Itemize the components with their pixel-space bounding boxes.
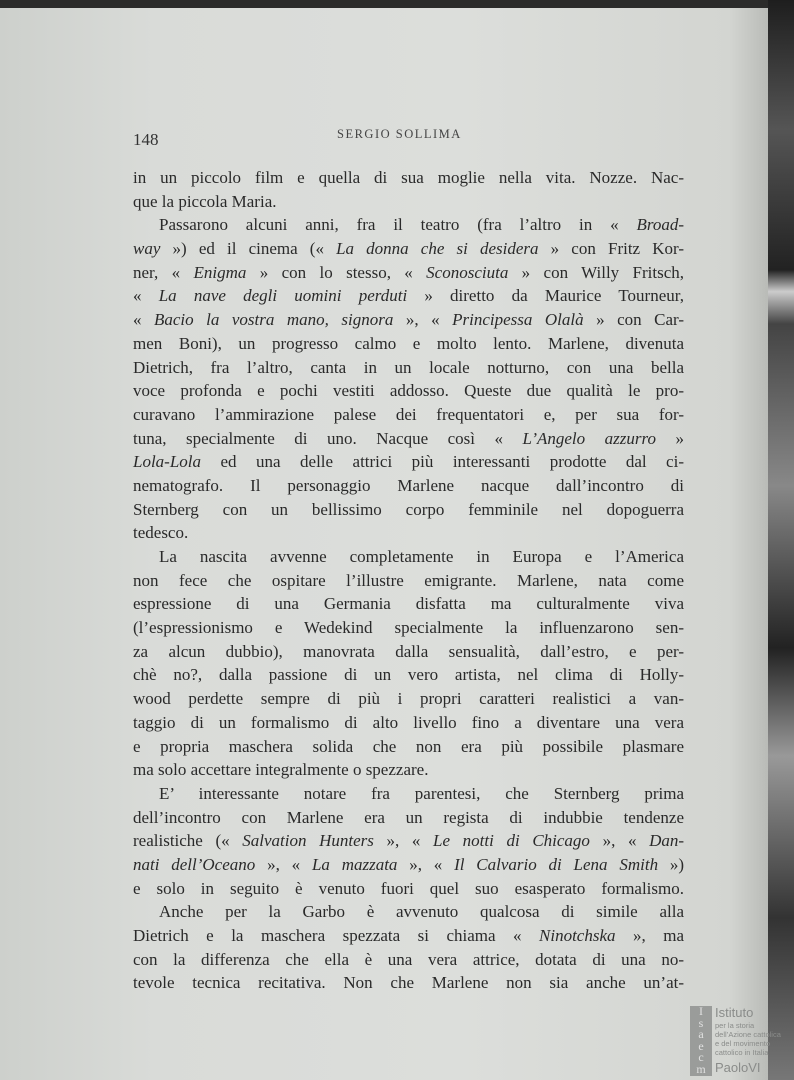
text-run: », « <box>255 854 312 874</box>
text-line <box>133 450 684 474</box>
italic-title: Salvation Hunters <box>242 831 374 851</box>
logo-monogram: I s a e c m <box>690 1006 712 1076</box>
italic-title: Il Calvario di Lena Smith <box>454 854 659 874</box>
text-run: « <box>133 310 154 330</box>
text-run: », « <box>397 854 455 874</box>
italic-title: La nave degli uomini perduti <box>158 286 408 306</box>
text-run: non fece che ospitare l’illustre emigrante. Marlene, nata come <box>133 570 684 590</box>
italic-title: Lola-Lola <box>133 452 202 472</box>
text-line <box>133 498 684 522</box>
text-run: voce profonda e pochi vestiti addosso. Queste due qualità le pro- <box>133 381 684 401</box>
adjacent-page-photos <box>768 0 794 1080</box>
italic-title: Ninotchska <box>539 926 616 945</box>
italic-title: way <box>133 239 161 259</box>
text-line <box>133 237 684 261</box>
text-run: » con Car- <box>583 310 685 330</box>
text-run: e solo in seguito è venuto fuori quel suo esasperato formalismo. <box>133 878 684 898</box>
text-line <box>133 569 684 593</box>
text-run: realistiche (« <box>133 831 243 851</box>
italic-title: La mazzata <box>311 854 398 874</box>
body-text <box>133 166 684 995</box>
text-line <box>133 924 684 948</box>
text-line <box>133 308 684 332</box>
text-run: za alcun dubbio), manovrata dalla sensualità, dall’estro, e per- <box>133 641 684 661</box>
text-line <box>133 521 684 545</box>
text-line <box>133 640 684 664</box>
text-run: ») ed il cinema (« <box>160 239 337 259</box>
italic-title: Enigma <box>193 262 247 282</box>
text-line <box>133 948 684 972</box>
text-line <box>133 829 684 853</box>
text-line <box>133 427 684 451</box>
text-line <box>133 261 684 285</box>
text-line <box>133 356 684 380</box>
italic-title: Principessa Olalà <box>452 310 584 330</box>
text-run: » con Willy Fritsch, <box>508 262 685 282</box>
text-line <box>133 284 684 308</box>
italic-title: Le notti di Chicago <box>433 831 590 851</box>
text-line <box>133 687 684 711</box>
text-line <box>133 735 684 759</box>
text-line <box>133 166 684 190</box>
text-line <box>133 711 684 735</box>
logo-line: per la storia <box>715 1021 755 1030</box>
text-run: ») <box>658 854 685 874</box>
text-run: ner, « <box>133 262 194 282</box>
text-run: tevole tecnica recitativa. Non che Marlene non sia anche un’at- <box>133 973 684 993</box>
text-line <box>133 190 684 214</box>
italic-title: La donna che si desidera <box>336 239 539 259</box>
logo-line: e del movimento <box>715 1039 771 1048</box>
page-number: 148 <box>133 130 159 149</box>
text-run: », « <box>373 831 434 851</box>
text-run: » con Fritz Kor- <box>538 239 684 259</box>
text-run: nematografo. Il personaggio Marlene nacque dall’incontro di <box>133 475 684 495</box>
text-run: curavano l’ammirazione palese dei frequentatori e, per sua for- <box>133 404 684 424</box>
text-run: », « <box>393 310 453 330</box>
text-line <box>133 379 684 403</box>
text-line <box>133 332 684 356</box>
text-run: (l’espressionismo e Wedekind specialmente la influenzarono sen- <box>133 618 684 638</box>
text-line <box>133 877 684 901</box>
text-run: e propria maschera solida che non era più possibile plasmare <box>133 736 684 756</box>
italic-title: L’Angelo azzurro <box>522 428 656 448</box>
logo-line: dell’Azione cattolica <box>715 1030 781 1039</box>
text-line <box>133 474 684 498</box>
italic-title: Bacio la vostra mano, signora <box>154 310 394 330</box>
text-run: in un piccolo film e quella di sua moglie nella vita. Nozze. Nac- <box>133 168 684 187</box>
text-line <box>133 403 684 427</box>
text-run: dell’incontro con Marlene era un regista di indubbie tendenze <box>133 807 684 827</box>
text-run: men Boni), un progresso calmo e molto lento. Marlene, divenuta <box>133 333 684 353</box>
text-line <box>133 592 684 616</box>
text-run: Dietrich, fra l’altro, canta in un locale notturno, con una bella <box>133 357 684 377</box>
text-line <box>133 545 684 569</box>
text-run: » diretto da Maurice Tourneur, <box>407 286 684 306</box>
text-run: espressione di una Germania disfatta ma culturalmente viva <box>133 594 684 614</box>
text-run: tedesco. <box>133 523 189 543</box>
text-line <box>133 782 684 806</box>
text-line <box>133 616 684 640</box>
italic-title: Broad- <box>636 215 684 235</box>
text-line <box>133 971 684 995</box>
running-head-author: SERGIO SOLLIMA <box>337 127 462 141</box>
text-run: ed una delle attrici più interessanti prodotte dal ci- <box>201 452 684 472</box>
text-run: ma solo accettare integralmente o spezzare. <box>133 760 429 780</box>
text-run: » <box>655 428 684 448</box>
text-run: Passarono alcuni anni, fra il teatro (fra l’altro in « <box>159 215 637 235</box>
text-run: Dietrich e la maschera spezzata si chiama « <box>133 926 540 945</box>
text-line <box>133 663 684 687</box>
italic-title: Dan- <box>649 831 685 851</box>
text-line <box>133 806 684 830</box>
text-run: Anche per la Garbo è avvenuto qualcosa di simile alla <box>159 902 684 922</box>
text-run: La nascita avvenne completamente in Europa e l’America <box>159 547 684 566</box>
text-line <box>133 758 684 782</box>
text-run: », ma <box>615 926 684 945</box>
logo-name: Istituto <box>715 1005 754 1020</box>
text-run: E’ interessante notare fra parentesi, che Sternberg prima <box>159 783 684 803</box>
text-line <box>133 213 684 237</box>
text-run: « <box>133 286 159 306</box>
logo-suffix: PaoloVI <box>715 1060 761 1075</box>
text-run: wood perdette sempre di più i propri caratteri realistici a van- <box>133 689 684 709</box>
italic-title: Sconosciuta <box>426 262 509 282</box>
italic-title: nati dell’Oceano <box>133 854 256 874</box>
text-line <box>133 900 684 924</box>
text-run: », « <box>589 831 650 851</box>
logo-line: cattolico in Italia <box>715 1048 769 1057</box>
text-run: taggio di un formalismo di alto livello fino a diventare una vera <box>133 712 684 732</box>
text-run: con la differenza che ella è una vera attrice, dotata di una no- <box>133 949 684 969</box>
watermark-logo <box>690 1006 790 1076</box>
text-line <box>133 853 684 877</box>
text-run: Sternberg con un bellissimo corpo femminile nel dopoguerra <box>133 499 684 519</box>
text-run: tuna, specialmente di uno. Nacque così « <box>133 428 523 448</box>
text-run: » con lo stesso, « <box>246 262 427 282</box>
text-run: chè no?, dalla passione di un vero artista, nel clima di Holly- <box>133 665 684 685</box>
text-run: que la piccola Maria. <box>133 191 277 211</box>
